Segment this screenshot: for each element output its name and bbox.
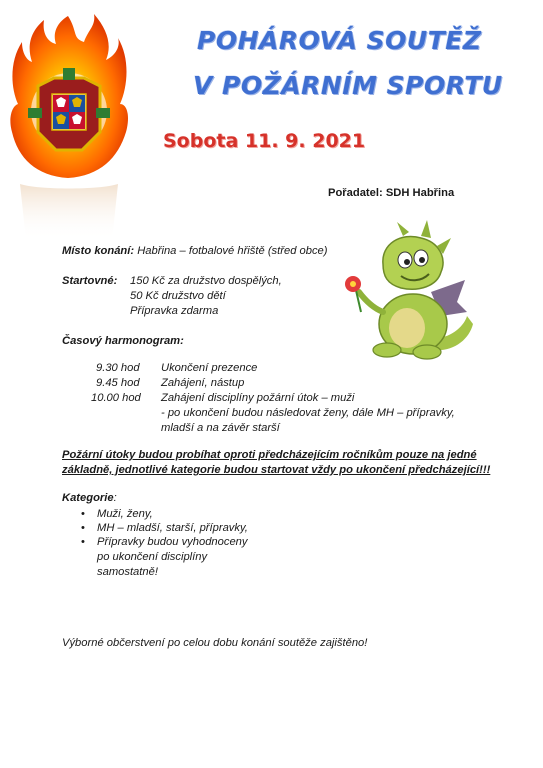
- schedule-continuation: mladší a na závěr starší: [161, 422, 280, 434]
- categories-extra: po ukončení disciplíny: [97, 551, 208, 563]
- list-item: • Muži, ženy,: [80, 507, 248, 521]
- venue-value: Habřina – fotbalové hřiště (střed obce): [137, 245, 328, 257]
- schedule-time: 10.00 hod: [91, 392, 141, 404]
- fee-line: 50 Kč družstvo dětí: [130, 290, 226, 302]
- schedule-heading: Časový harmonogram:: [62, 335, 184, 347]
- categories-heading-label: Kategorie: [62, 492, 114, 504]
- event-date: Sobota 11. 9. 2021: [163, 130, 366, 152]
- organizer: Pořadatel: SDH Habřina: [328, 187, 455, 199]
- title-line-1: POHÁROVÁ SOUTĚŽ: [197, 26, 482, 55]
- title-line-2: V POŽÁRNÍM SPORTU: [193, 71, 503, 100]
- schedule-time: 9.45 hod: [96, 377, 140, 389]
- categories-heading-colon: :: [113, 492, 117, 504]
- footer-note: Výborné občerstvení po celou dobu konání soutěže zajištěno!: [62, 637, 368, 649]
- dragon-mascot-icon: [343, 220, 475, 360]
- schedule-text: Zahájení disciplíny požární útok – muži: [161, 392, 355, 404]
- categories-list: [80, 507, 248, 550]
- schedule-text: Zahájení, nástup: [161, 377, 245, 389]
- schedule-text: Ukončení prezence: [161, 362, 258, 374]
- list-item: • Přípravky budou vyhodnoceny: [80, 535, 248, 549]
- categories-heading: [62, 491, 117, 505]
- fee-label: Startovné:: [62, 275, 118, 287]
- venue-row: [62, 244, 328, 258]
- list-item: • MH – mladší, starší, přípravky,: [80, 521, 248, 535]
- fee-line: Přípravka zdarma: [130, 305, 219, 317]
- notice-line: základně, jednotlivé kategorie budou startovat vždy po ukončení předcházející!!!: [62, 464, 491, 476]
- categories-extra: samostatně!: [97, 566, 158, 578]
- schedule-continuation: - po ukončení budou následovat ženy, dále MH – přípravky,: [161, 407, 455, 419]
- fee-line: 150 Kč za družstvo dospělých,: [130, 275, 282, 287]
- schedule-time: 9.30 hod: [96, 362, 140, 374]
- notice-line: Požární útoky budou probíhat oproti předcházejícím ročníkům pouze na jedné: [62, 449, 477, 461]
- venue-label: Místo konání:: [62, 245, 135, 257]
- fire-emblem-icon: [8, 8, 130, 240]
